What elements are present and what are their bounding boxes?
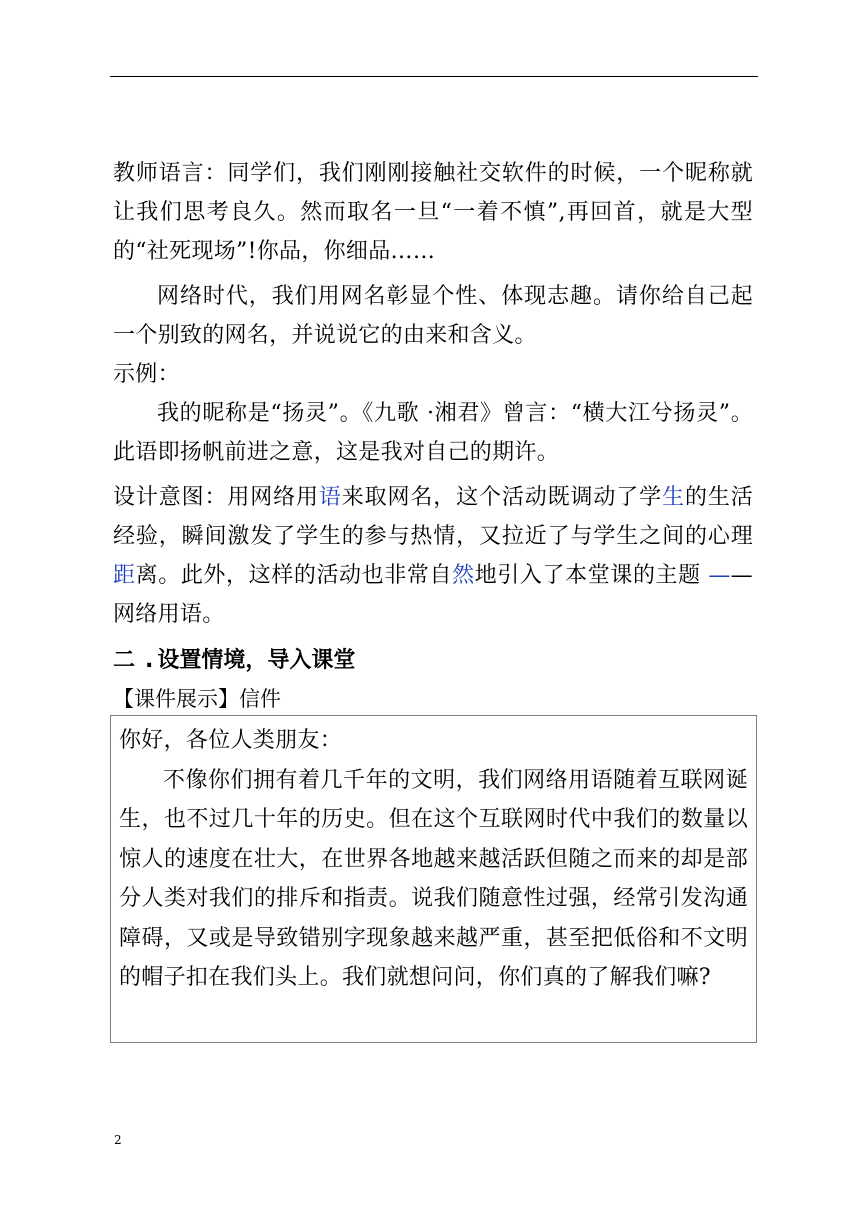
courseware-label: 【课件展示】信件 <box>113 687 281 711</box>
example-paragraph: 我的昵称是“扬灵”。《九歌 ·湘君》曾言：“横大江兮扬灵”。此语即扬帆前进之意，这是我对自己的期许。 <box>113 401 753 465</box>
document-body <box>113 154 753 716</box>
design-highlight: 语 <box>318 485 342 510</box>
section-number: 二 <box>113 648 136 673</box>
design-highlight: 然 <box>452 563 475 588</box>
page-number: 2 <box>114 1133 122 1147</box>
letter-body: 不像你们拥有着几千年的文明，我们网络用语随着互联网诞生，也不过几十年的历史。但在这个互联网时代中我们的数量以惊人的速度在壮大，在世界各地越来越活跃但随之而来的却是部分人类对我们的排斥和指责。说我们随意性过强，经常引发沟通障碍，又或是导致错别字现象越来越严重，甚至把低俗和不文明的帽子扣在我们头上。我们就想问问，你们真的了解我们嘛? <box>119 767 748 990</box>
design-highlight: — <box>708 563 731 588</box>
section-title: 设置情境，导入课堂 <box>157 648 356 673</box>
design-text: 的生活经验，瞬间激发了学生的参与热情，又拉近了与学生之间的心理 <box>113 485 754 549</box>
design-highlight: 生 <box>662 485 685 510</box>
letter-box <box>110 715 757 1043</box>
header-rule <box>110 76 758 77</box>
design-text: 离。此外，这样的活动也非常自 <box>135 563 453 588</box>
design-text: 设计意图：用网络用 <box>113 485 319 510</box>
task-prompt-paragraph: 网络时代，我们用网名彰显个性、体现志趣。请你给自己起一个别致的网名，并说说它的由来和含义。 <box>113 284 753 348</box>
design-text: 地引入了本堂课的主题 <box>474 563 709 588</box>
design-intent-paragraph <box>113 478 753 634</box>
section-heading <box>113 644 753 678</box>
design-text: —网络用语。 <box>113 563 753 627</box>
teacher-intro-paragraph: 教师语言：同学们，我们刚刚接触社交软件的时候，一个昵称就让我们思考良久。然而取名一旦“一着不慎”,再回首，就是大型的“社死现场”!你品，你细品…… <box>113 161 753 264</box>
section-dot: . <box>145 648 154 673</box>
design-highlight: 距 <box>113 563 136 588</box>
letter-greeting: 你好，各位人类朋友： <box>119 728 343 753</box>
design-text: 来取网名，这个活动既调动了学 <box>341 485 663 510</box>
example-label: 示例： <box>113 362 180 387</box>
